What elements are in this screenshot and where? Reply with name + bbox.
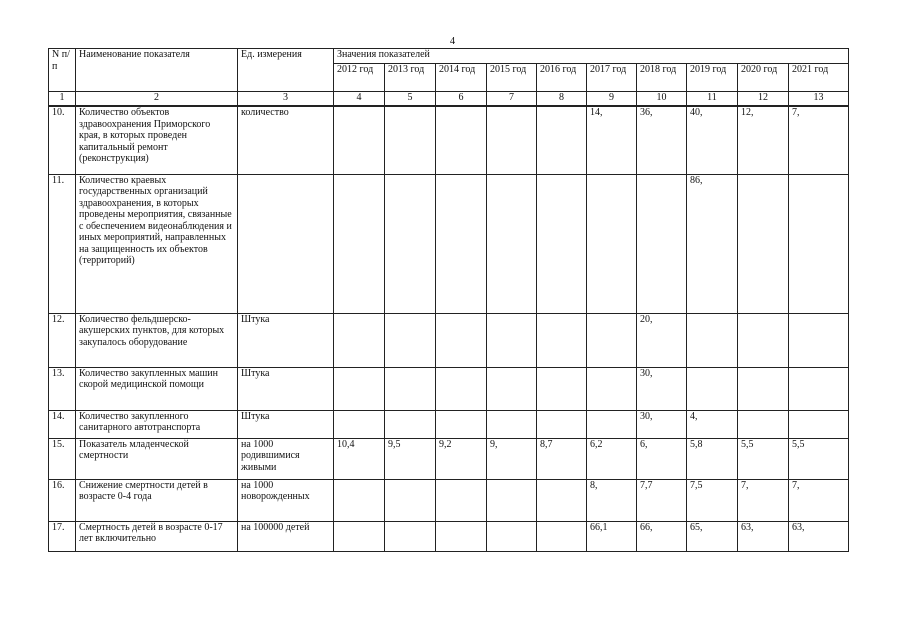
indicator-name: Количество краевых государственных организаций здравоохранения, в которых проведены мероприятия, связанные с обеспечением видеонаблюдения и иных мероприятий, направленных на защищенность их объектов (территорий)	[76, 174, 238, 313]
header-n: N п/п	[49, 49, 76, 92]
value-cell	[738, 410, 789, 438]
value-cell	[789, 410, 849, 438]
column-number: 10	[637, 92, 687, 107]
indicator-name: Снижение смертности детей в возрасте 0-4 года	[76, 479, 238, 521]
value-cell: 7,7	[637, 479, 687, 521]
unit: на 1000 родившимися живыми	[238, 438, 334, 479]
indicator-name: Количество закупленного санитарного автотранспорта	[76, 410, 238, 438]
table-row	[49, 174, 849, 313]
row-number: 17.	[49, 521, 76, 551]
value-cell: 63,	[789, 521, 849, 551]
value-cell	[385, 106, 436, 174]
value-cell	[334, 479, 385, 521]
indicator-name: Количество фельдшерско-акушерских пунктов, для которых закупалось оборудование	[76, 313, 238, 367]
value-cell	[537, 174, 587, 313]
value-cell: 40,	[687, 106, 738, 174]
value-cell: 9,2	[436, 438, 487, 479]
value-cell	[385, 313, 436, 367]
header-year: 2014 год	[436, 64, 487, 92]
value-cell: 20,	[637, 313, 687, 367]
value-cell	[789, 174, 849, 313]
value-cell: 66,	[637, 521, 687, 551]
value-cell: 30,	[637, 410, 687, 438]
column-number: 5	[385, 92, 436, 107]
value-cell	[738, 174, 789, 313]
value-cell	[789, 313, 849, 367]
value-cell	[487, 410, 537, 438]
row-number: 12.	[49, 313, 76, 367]
page-number: 4	[449, 36, 456, 47]
header-year: 2015 год	[487, 64, 537, 92]
table-row	[49, 438, 849, 479]
value-cell	[385, 174, 436, 313]
value-cell: 6,2	[587, 438, 637, 479]
value-cell	[487, 521, 537, 551]
row-number: 14.	[49, 410, 76, 438]
value-cell: 63,	[738, 521, 789, 551]
value-cell: 30,	[637, 367, 687, 410]
value-cell	[487, 174, 537, 313]
value-cell: 66,1	[587, 521, 637, 551]
value-cell	[537, 313, 587, 367]
value-cell	[487, 313, 537, 367]
column-number: 11	[687, 92, 738, 107]
row-number: 11.	[49, 174, 76, 313]
column-number: 7	[487, 92, 537, 107]
indicator-name: Показатель младенческой смертности	[76, 438, 238, 479]
value-cell: 14,	[587, 106, 637, 174]
table-row	[49, 313, 849, 367]
value-cell: 12,	[738, 106, 789, 174]
value-cell	[334, 367, 385, 410]
unit: Штука	[238, 313, 334, 367]
row-number: 15.	[49, 438, 76, 479]
value-cell	[637, 174, 687, 313]
value-cell	[587, 313, 637, 367]
value-cell: 4,	[687, 410, 738, 438]
value-cell: 5,5	[789, 438, 849, 479]
indicators-table	[48, 48, 849, 552]
value-cell	[436, 367, 487, 410]
value-cell	[334, 174, 385, 313]
value-cell	[334, 521, 385, 551]
unit: на 1000 новорожденных	[238, 479, 334, 521]
unit: количество	[238, 106, 334, 174]
value-cell	[587, 367, 637, 410]
header-year: 2012 год	[334, 64, 385, 92]
value-cell	[537, 106, 587, 174]
indicator-name: Количество объектов здравоохранения Приморского края, в которых проведен капитальный ремонт (реконструкция)	[76, 106, 238, 174]
value-cell: 86,	[687, 174, 738, 313]
value-cell	[487, 106, 537, 174]
indicator-name: Количество закупленных машин скорой медицинской помощи	[76, 367, 238, 410]
column-number: 8	[537, 92, 587, 107]
value-cell	[537, 479, 587, 521]
value-cell	[436, 479, 487, 521]
value-cell	[385, 367, 436, 410]
table-row	[49, 367, 849, 410]
value-cell: 7,	[789, 106, 849, 174]
header-year: 2019 год	[687, 64, 738, 92]
column-number: 6	[436, 92, 487, 107]
unit	[238, 174, 334, 313]
value-cell	[537, 367, 587, 410]
value-cell: 65,	[687, 521, 738, 551]
value-cell: 7,	[738, 479, 789, 521]
header-values-title: Значения показателей	[334, 49, 849, 64]
value-cell	[436, 174, 487, 313]
unit: Штука	[238, 410, 334, 438]
value-cell: 36,	[637, 106, 687, 174]
value-cell	[334, 106, 385, 174]
column-number: 2	[76, 92, 238, 107]
column-number: 13	[789, 92, 849, 107]
value-cell	[385, 410, 436, 438]
value-cell	[334, 313, 385, 367]
value-cell	[436, 106, 487, 174]
column-number: 1	[49, 92, 76, 107]
value-cell: 8,7	[537, 438, 587, 479]
value-cell	[487, 479, 537, 521]
value-cell: 5,8	[687, 438, 738, 479]
value-cell	[436, 313, 487, 367]
header-year: 2013 год	[385, 64, 436, 92]
header-name: Наименование показателя	[76, 49, 238, 92]
column-number: 9	[587, 92, 637, 107]
value-cell: 7,	[789, 479, 849, 521]
header-year: 2020 год	[738, 64, 789, 92]
header-unit: Ед. измерения	[238, 49, 334, 92]
unit: на 100000 детей	[238, 521, 334, 551]
row-number: 13.	[49, 367, 76, 410]
value-cell	[436, 410, 487, 438]
value-cell: 6,	[637, 438, 687, 479]
value-cell	[738, 313, 789, 367]
value-cell	[687, 313, 738, 367]
header-year: 2016 год	[537, 64, 587, 92]
value-cell	[789, 367, 849, 410]
table-row	[49, 479, 849, 521]
value-cell	[738, 367, 789, 410]
column-number: 3	[238, 92, 334, 107]
header-year: 2018 год	[637, 64, 687, 92]
value-cell: 7,5	[687, 479, 738, 521]
table-row	[49, 521, 849, 551]
indicator-name: Смертность детей в возрасте 0-17 лет включительно	[76, 521, 238, 551]
unit: Штука	[238, 367, 334, 410]
value-cell	[537, 410, 587, 438]
value-cell	[687, 367, 738, 410]
column-number: 12	[738, 92, 789, 107]
value-cell	[385, 521, 436, 551]
value-cell	[587, 174, 637, 313]
value-cell: 9,5	[385, 438, 436, 479]
value-cell	[436, 521, 487, 551]
column-number: 4	[334, 92, 385, 107]
value-cell	[385, 479, 436, 521]
value-cell: 5,5	[738, 438, 789, 479]
value-cell: 10,4	[334, 438, 385, 479]
value-cell: 9,	[487, 438, 537, 479]
value-cell	[587, 410, 637, 438]
value-cell	[334, 410, 385, 438]
header-year: 2021 год	[789, 64, 849, 92]
value-cell	[487, 367, 537, 410]
header-year: 2017 год	[587, 64, 637, 92]
row-number: 10.	[49, 106, 76, 174]
value-cell	[537, 521, 587, 551]
table-row	[49, 410, 849, 438]
row-number: 16.	[49, 479, 76, 521]
value-cell: 8,	[587, 479, 637, 521]
table-row	[49, 106, 849, 174]
